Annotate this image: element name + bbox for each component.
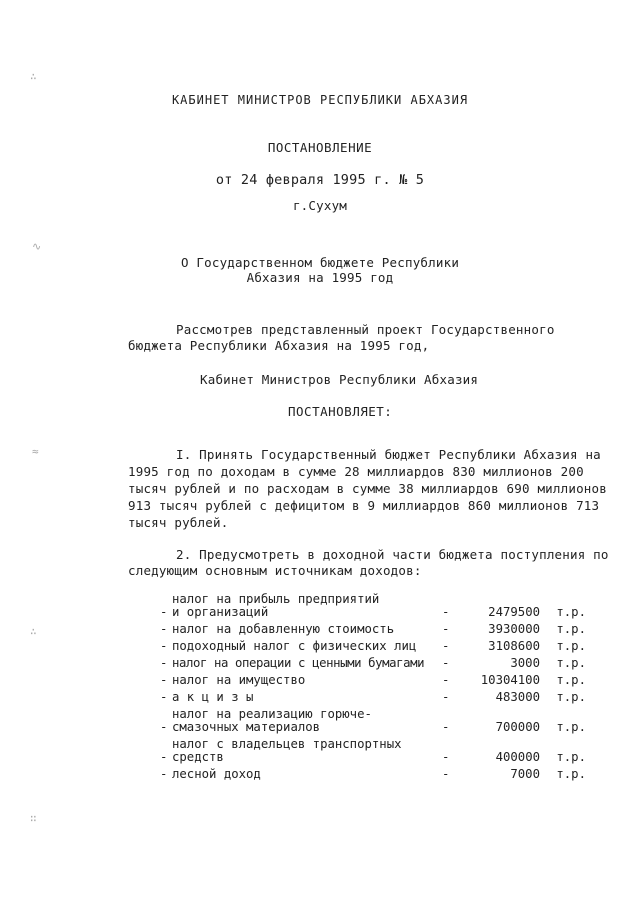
item-amount: 2479500 bbox=[488, 605, 540, 619]
bullet-dash: - bbox=[160, 673, 168, 687]
separator-dash: - bbox=[442, 690, 450, 704]
margin-scribble: ∴ bbox=[30, 625, 37, 638]
separator-dash: - bbox=[442, 605, 450, 619]
list-item bbox=[160, 592, 586, 619]
bullet-dash: - bbox=[160, 656, 168, 670]
separator-dash: - bbox=[442, 656, 450, 670]
subject-line-1: О Государственном бюджете Республики bbox=[180, 255, 460, 270]
item-amount: 3000 bbox=[510, 656, 540, 670]
bullet-dash: - bbox=[160, 720, 168, 734]
item-unit: т.р. bbox=[556, 767, 586, 781]
item-amount: 483000 bbox=[495, 690, 540, 704]
date-line: от 24 февраля 1995 г. № 5 bbox=[215, 172, 425, 188]
separator-dash: - bbox=[442, 622, 450, 636]
margin-scribble: ∿ bbox=[32, 240, 42, 253]
item-unit: т.р. bbox=[556, 690, 586, 704]
margin-scribble: ∷ bbox=[30, 812, 37, 825]
list-item bbox=[160, 767, 586, 781]
item-amount: 3108600 bbox=[488, 639, 540, 653]
list-item bbox=[160, 690, 586, 704]
city: г.Сухум bbox=[292, 198, 348, 213]
item-label: налог на операции с ценными бумагами bbox=[172, 656, 425, 670]
separator-dash: - bbox=[442, 673, 450, 687]
item-label: а к ц и з ы bbox=[172, 690, 254, 704]
item-label: подоходный налог с физических лиц bbox=[172, 639, 417, 653]
bullet-dash: - bbox=[160, 639, 168, 653]
separator-dash: - bbox=[442, 750, 450, 764]
list-item bbox=[160, 673, 586, 687]
subject-line-2: Абхазия на 1995 год bbox=[246, 270, 394, 285]
item-label: налог на добавленную стоимость bbox=[172, 622, 395, 636]
resolves: ПОСТАНОВЛЯЕТ: bbox=[288, 404, 393, 419]
item-unit: т.р. bbox=[556, 750, 586, 764]
item-label: лесной доход bbox=[172, 767, 261, 781]
list-item bbox=[160, 656, 586, 670]
item-label: налог на реализацию горюче- смазочных материалов bbox=[172, 707, 372, 734]
margin-scribble: ≈ bbox=[32, 445, 39, 458]
bullet-dash: - bbox=[160, 605, 168, 619]
separator-dash: - bbox=[442, 767, 450, 781]
issuer-header: КАБИНЕТ МИНИСТРОВ РЕСПУБЛИКИ АБХАЗИЯ bbox=[171, 93, 469, 107]
item-unit: т.р. bbox=[556, 720, 586, 734]
document-kind: ПОСТАНОВЛЕНИЕ bbox=[267, 140, 373, 155]
separator-dash: - bbox=[442, 720, 450, 734]
item-label: налог на прибыль предприятий и организаций bbox=[172, 592, 380, 619]
item-unit: т.р. bbox=[556, 605, 586, 619]
point-2: 2. Предусмотреть в доходной части бюджета поступления по следующим основным источникам доходов: bbox=[128, 547, 609, 578]
bullet-dash: - bbox=[160, 690, 168, 704]
item-amount: 400000 bbox=[495, 750, 540, 764]
cabinet-line: Кабинет Министров Республики Абхазия bbox=[200, 372, 479, 387]
item-unit: т.р. bbox=[556, 622, 586, 636]
separator-dash: - bbox=[442, 639, 450, 653]
revenue-list bbox=[160, 592, 586, 785]
list-item bbox=[160, 639, 586, 653]
list-item bbox=[160, 737, 586, 764]
item-amount: 7000 bbox=[510, 767, 540, 781]
bullet-dash: - bbox=[160, 750, 168, 764]
item-amount: 700000 bbox=[495, 720, 540, 734]
item-amount: 10304100 bbox=[480, 673, 540, 687]
margin-scribble: ∴ bbox=[30, 70, 37, 83]
bullet-dash: - bbox=[160, 622, 168, 636]
preamble: Рассмотрев представленный проект Государственного бюджета Республики Абхазия на 1995 год, bbox=[128, 322, 555, 353]
bullet-dash: - bbox=[160, 767, 168, 781]
item-label: налог с владельцев транспортных средств bbox=[172, 737, 402, 764]
item-unit: т.р. bbox=[556, 673, 586, 687]
list-item bbox=[160, 622, 586, 636]
item-unit: т.р. bbox=[556, 656, 586, 670]
list-item bbox=[160, 707, 586, 734]
item-label: налог на имущество bbox=[172, 673, 306, 687]
item-unit: т.р. bbox=[556, 639, 586, 653]
item-amount: 3930000 bbox=[488, 622, 540, 636]
point-1: I. Принять Государственный бюджет Республики Абхазия на 1995 год по доходам в сумме 28 миллиардов 830 миллионов 200 тысяч рублей и по расходам в сумме 38 миллиардов 690 миллионов 913 тысяч рублей с дефицитом в 9 миллиардов 860 миллионов 713 тысяч рублей. bbox=[128, 447, 607, 530]
